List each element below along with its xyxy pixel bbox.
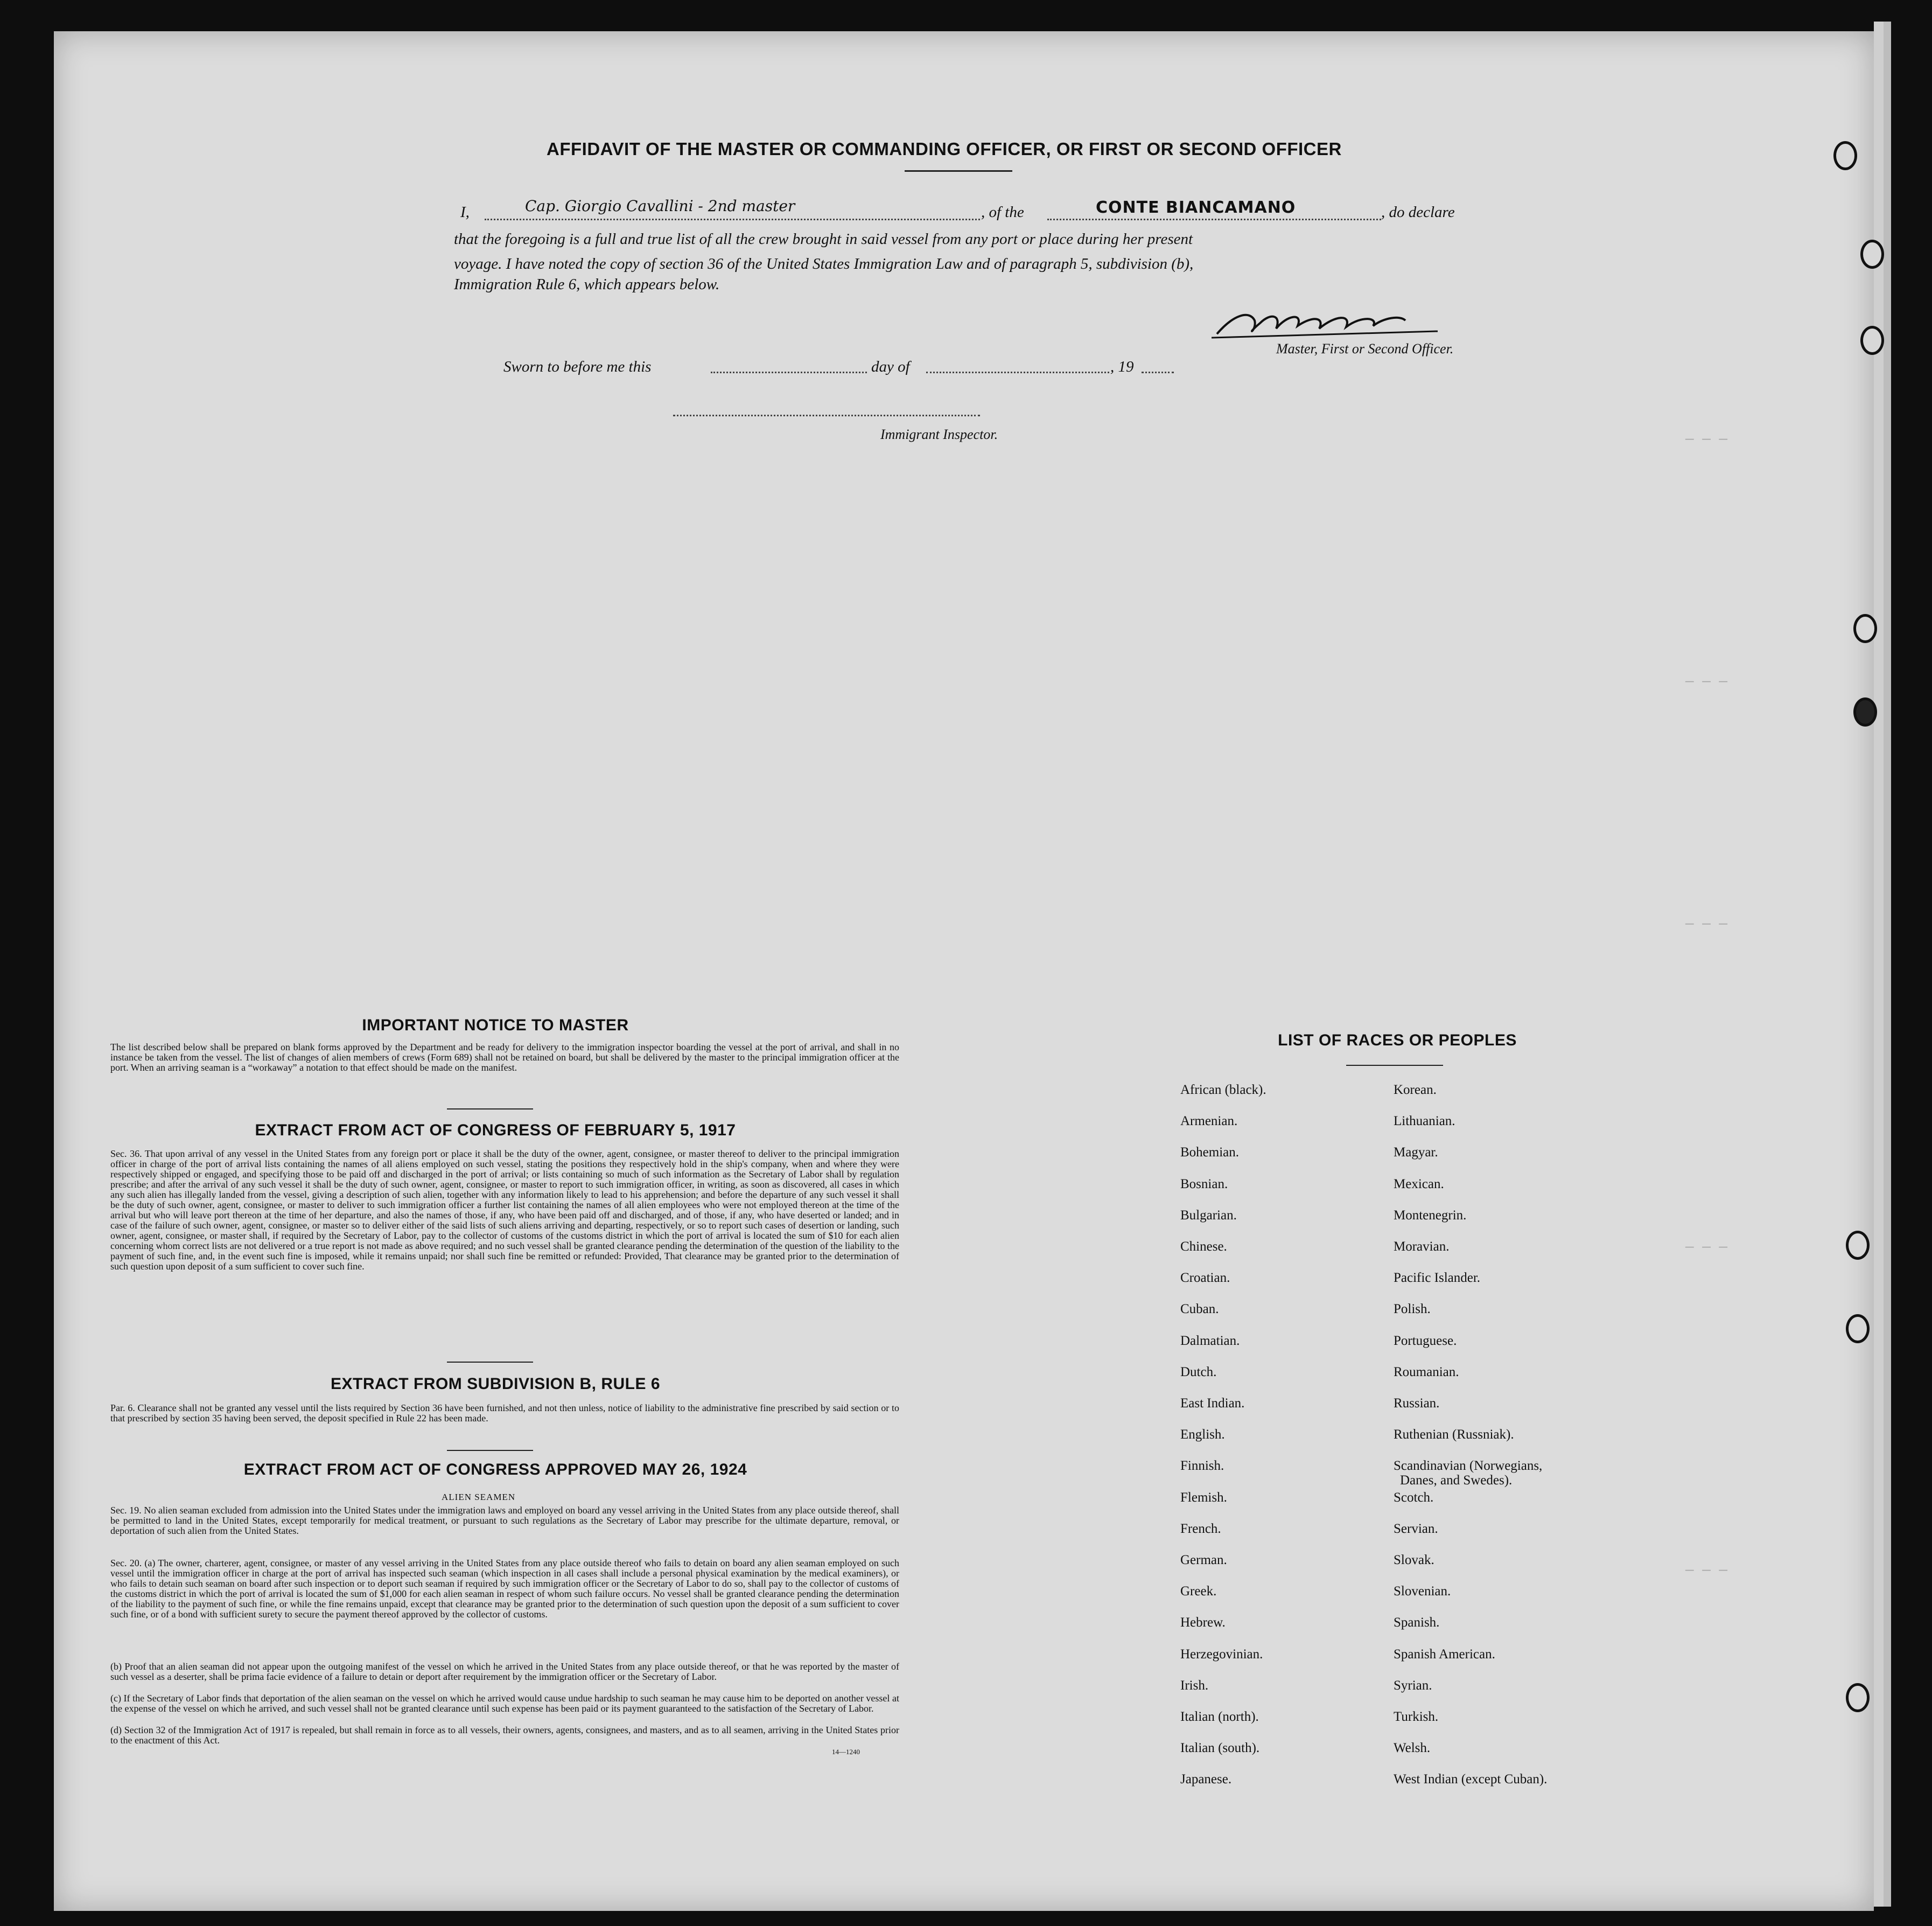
left-item: Japanese. xyxy=(1180,1772,1232,1787)
right-item: Mexican. xyxy=(1394,1176,1444,1191)
declarant-line xyxy=(485,219,980,220)
affidavit-title: AFFIDAVIT OF THE MASTER OR COMMANDING OFFICER, OR FIRST OR SECOND OFFICER xyxy=(547,139,1342,159)
do-declare-label: , do declare xyxy=(1381,204,1455,221)
right-item: Slovak. xyxy=(1394,1553,1434,1567)
left-item: Italian (north). xyxy=(1180,1709,1259,1724)
act-1924-sec20c: (c) If the Secretary of Labor finds that deportation of the alien seaman on the vessel on which he arrived would cause undue hardship to such seaman he may cause him to be deported on another vessel at the expense of the vessel on which he arrived, and such vessel shall not be granted clearance until such expense has been paid or its payment guaranteed to the satisfaction of the Secretary of Labor. xyxy=(110,1693,899,1714)
right-item: Syrian. xyxy=(1394,1678,1432,1693)
act-1924-subtitle: ALIEN SEAMEN xyxy=(442,1492,516,1502)
right-item: Servian. xyxy=(1394,1521,1438,1536)
form-number: 14—1240 xyxy=(832,1748,860,1756)
left-item: Dalmatian. xyxy=(1180,1333,1240,1348)
right-item: Polish. xyxy=(1394,1302,1431,1317)
notice-title: IMPORTANT NOTICE TO MASTER xyxy=(362,1016,629,1034)
affidavit-i-label: I, xyxy=(460,204,470,221)
sworn-day-line xyxy=(711,372,867,373)
right-item: Welsh. xyxy=(1394,1741,1431,1756)
binder-hole xyxy=(1860,240,1884,269)
affidavit-line-2: that the foregoing is a full and true list of all the crew brought in said vessel from any port or place during her present xyxy=(454,231,1193,248)
vessel-name: CONTE BIANCAMANO xyxy=(1096,198,1296,217)
binder-hole xyxy=(1853,697,1877,727)
page-edge xyxy=(1884,22,1891,1907)
left-item: Croatian. xyxy=(1180,1271,1230,1286)
binder-hole xyxy=(1853,614,1877,643)
left-item: East Indian. xyxy=(1180,1396,1245,1411)
left-item: Hebrew. xyxy=(1180,1615,1226,1630)
of-the-label: , of the xyxy=(981,204,1024,221)
left-item: Dutch. xyxy=(1180,1364,1217,1379)
right-item: Pacific Islander. xyxy=(1394,1271,1481,1286)
right-item: Korean. xyxy=(1394,1083,1437,1097)
left-item: English. xyxy=(1180,1427,1225,1442)
rule6-text: Par. 6. Clearance shall not be granted any vessel until the lists required by Section 36 have been furnished, and not then unless, notice of liability to the administrative fine prescribed by said section or to that prescribed by section 35 having been served, the deposit specified in Rule 22 has been made. xyxy=(110,1402,899,1423)
section-divider xyxy=(447,1362,533,1363)
day-of-label: day of xyxy=(871,358,910,375)
binder-hole xyxy=(1860,326,1884,355)
affidavit-line-3: voyage. I have noted the copy of section 36 of the United States Immigration Law and of paragraph 5, subdivision (b), xyxy=(454,255,1194,273)
notice-text: The list described below shall be prepared on blank forms approved by the Department and be ready for delivery to the immigration inspector boarding the vessel at the port of arrival, and shall in no instance be taken from the vessel. The list of changes of alien members of crews (Form 689) shall not be retained on board, but shall be delivered by the master to the principal immigration officer at the port. When an arriving seaman is a “workaway” a notation to that effect should be made on the manifest. xyxy=(110,1042,899,1073)
vessel-line xyxy=(1047,219,1381,220)
left-item: Herzegovinian. xyxy=(1180,1646,1263,1662)
act-1917-title: EXTRACT FROM ACT OF CONGRESS OF FEBRUARY 5, 1917 xyxy=(255,1121,736,1139)
left-item: Bohemian. xyxy=(1180,1145,1240,1160)
race-scandinavian-cont: Danes, and Swedes). xyxy=(1400,1473,1513,1488)
sworn-month-line xyxy=(926,372,1109,373)
left-item: Armenian. xyxy=(1180,1114,1238,1129)
left-item: French. xyxy=(1180,1521,1221,1536)
left-item: Finnish. xyxy=(1180,1459,1224,1474)
sworn-label: Sworn to before me this xyxy=(503,358,652,375)
races-divider xyxy=(1346,1065,1443,1066)
left-item: German. xyxy=(1180,1553,1227,1567)
races-title: LIST OF RACES OR PEOPLES xyxy=(1278,1031,1517,1049)
right-item: Scandinavian (Norwegians, xyxy=(1394,1459,1543,1474)
bleed-through: — — — xyxy=(1685,1562,1728,1578)
act-1924-sec20a: Sec. 20. (a) The owner, charterer, agent, consignee, or master of any vessel arriving in the United States from any place outside thereof who fails to detain on board any alien seaman employed on such vessel until the immigration officer in charge at the port of arrival has inspected such seaman (which inspection in all cases shall include a personal physical examination by the medical examiners), or who fails to detain such seaman on board after such inspection or to deport such seaman if required by such immigration officer or the Secretary of Labor to do so, shall pay to the collector of customs of the customs district in which the port of arrival is located the sum of $1,000 for each alien seaman in respect of whom such failure occurs. No vessel shall be granted clearance pending the determination of the liability to the payment of such fine, or while the fine remains unpaid, except that clearance may be granted prior to the determination of such question upon the deposit of a sum sufficient to cover such fine, or of a bond with sufficient surety to secure the payment thereof approved by the collector of customs. xyxy=(110,1558,899,1620)
declarant-handwritten: Cap. Giorgio Cavallini - 2nd master xyxy=(525,197,795,215)
right-item: West Indian (except Cuban). xyxy=(1394,1772,1548,1787)
binder-hole xyxy=(1846,1683,1870,1712)
right-item: Russian. xyxy=(1394,1396,1440,1411)
left-item: Cuban. xyxy=(1180,1302,1219,1317)
right-item: Roumanian. xyxy=(1394,1364,1459,1379)
right-item: Slovenian. xyxy=(1394,1584,1451,1599)
right-item: Ruthenian (Russniak). xyxy=(1394,1427,1514,1442)
bleed-through: — — — xyxy=(1685,673,1728,689)
binder-hole xyxy=(1846,1231,1870,1260)
left-item: Flemish. xyxy=(1180,1490,1227,1505)
act-1924-title: EXTRACT FROM ACT OF CONGRESS APPROVED MAY 26, 1924 xyxy=(243,1461,747,1478)
sworn-year-line xyxy=(1142,372,1174,373)
left-item: Chinese. xyxy=(1180,1239,1227,1254)
bleed-through: — — — xyxy=(1685,1239,1728,1255)
page-edge xyxy=(1874,22,1884,1907)
rule6-title: EXTRACT FROM SUBDIVISION B, RULE 6 xyxy=(330,1375,661,1393)
left-item: Bosnian. xyxy=(1180,1176,1228,1191)
inspector-signature-line xyxy=(673,415,980,416)
right-item: Spanish. xyxy=(1394,1615,1440,1630)
left-item: African (black). xyxy=(1180,1083,1266,1097)
title-divider xyxy=(905,170,1012,172)
act-1924-sec20b: (b) Proof that an alien seaman did not appear upon the outgoing manifest of the vessel on which he arrived in the United States from any place outside thereof, or that he was reported by the master of such vessel as a deserter, shall be prima facie evidence of a failure to detain or deport after requirement by the immigration officer or the Secretary of Labor. xyxy=(110,1661,899,1682)
left-item: Bulgarian. xyxy=(1180,1208,1237,1223)
left-item: Irish. xyxy=(1180,1678,1209,1693)
inspector-caption: Immigrant Inspector. xyxy=(880,427,998,442)
signature-caption: Master, First or Second Officer. xyxy=(1276,341,1454,357)
affidavit-line-4: Immigration Rule 6, which appears below. xyxy=(454,276,720,293)
year-prefix: , 19 xyxy=(1110,358,1134,375)
section-divider xyxy=(447,1108,533,1109)
right-item: Montenegrin. xyxy=(1394,1208,1467,1223)
signature-scribble xyxy=(1212,304,1443,342)
section-divider xyxy=(447,1450,533,1451)
right-item: Moravian. xyxy=(1394,1239,1450,1254)
right-item: Lithuanian. xyxy=(1394,1114,1455,1129)
left-item: Italian (south). xyxy=(1180,1741,1260,1756)
document-page xyxy=(54,31,1874,1911)
binder-hole xyxy=(1833,141,1857,170)
left-item: Greek. xyxy=(1180,1584,1217,1599)
right-item: Magyar. xyxy=(1394,1145,1438,1160)
bleed-through: — — — xyxy=(1685,916,1728,932)
right-item: Portuguese. xyxy=(1394,1333,1457,1348)
bleed-through: — — — xyxy=(1685,431,1728,447)
right-item: Spanish American. xyxy=(1394,1646,1495,1662)
act-1924-sec19: Sec. 19. No alien seaman excluded from admission into the United States under the immigration laws and employed on board any vessel arriving in the United States from any place outside thereof, shall be permitted to land in the United States, except temporarily for medical treatment, or pursuant to such regulations as the Secretary of Labor may prescribe for the ultimate departure, removal, or deportation of such alien from the United States. xyxy=(110,1505,899,1536)
act-1917-text: Sec. 36. That upon arrival of any vessel in the United States from any foreign port or place it shall be the duty of the owner, agent, consignee, or master thereof to deliver to the principal immigration officer in charge of the port of arrival lists containing the names of all aliens employed on such vessel, stating the positions they respectively hold in the ship's company, when and where they were respectively shipped or engaged, and specifying those to be paid off and discharged in the port of arrival; or lists containing so much of such information as the Secretary of Labor shall by regulation prescribe; and after the arrival of any such vessel it shall be the duty of such owner, agent, consignee, or master to report to such immigration officer, in writing, as soon as discovered, all cases in which any such alien has illegally landed from the vessel, giving a description of such alien, together with any information likely to lead to his apprehension; and before the departure of any such vessel it shall be the duty of such owner, agent, consignee, or master to deliver to such immigration officer a further list containing the names of all alien employees who were not employed thereon at the time of the arrival but who will leave port thereon at the time of her departure, and also the names of those, if any, who have been paid off and discharged, and of those, if any, who have deserted or landed; and in case of the failure of such owner, agent, consignee, or master so to deliver either of the said lists of such aliens arriving and departing, respectively, or so to report such cases of desertion or landing, such owner, agent, consignee, or master shall, if required by the Secretary of Labor, pay to the collector of customs of the customs district in which the port of arrival is located the sum of $10 for each alien concerning whom correct lists are not delivered or a true report is not made as above required; and no such vessel shall be granted clearance pending the determination of the question of the liability to the payment of such fine, and, in the event such fine is imposed, while it remains unpaid; nor shall such fine be remitted or refunded: Provided, That clearance may be granted prior to the determination of such question upon deposit of a sum sufficient to cover such fine. xyxy=(110,1148,900,1272)
binder-hole xyxy=(1846,1314,1870,1343)
right-item: Turkish. xyxy=(1394,1709,1439,1724)
right-item: Scotch. xyxy=(1394,1490,1434,1505)
act-1924-sec20d: (d) Section 32 of the Immigration Act of 1917 is repealed, but shall remain in force as to all vessels, their owners, agents, consignees, and masters, and as to all seamen, arriving in the United States prior to the enactment of this Act. xyxy=(110,1725,899,1746)
